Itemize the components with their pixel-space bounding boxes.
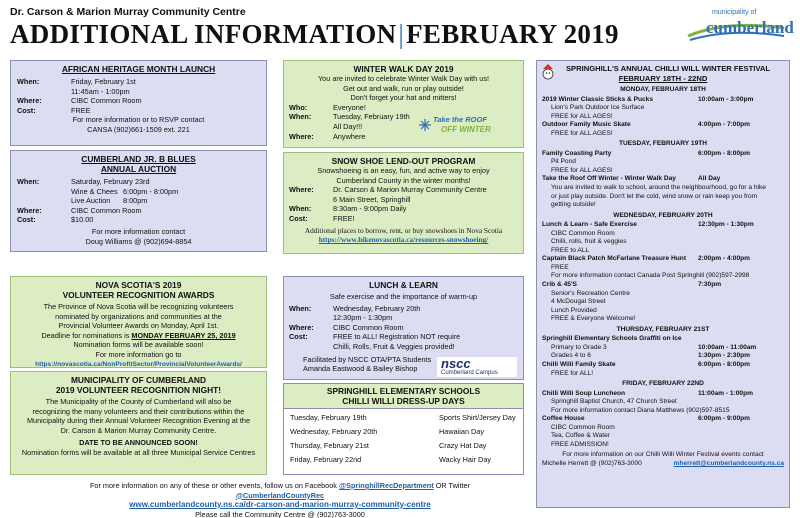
blues-title-1: CUMBERLAND JR. B BLUES — [81, 154, 196, 164]
municipality-title-2: 2019 VOLUNTEER RECOGNITION NIGHT! — [55, 385, 222, 395]
dress-up-days-box — [283, 383, 524, 475]
lunch-learn-box: LUNCH & LEARN Safe exercise and the importance of warm-up When: Wednesday, February 20th 12:30pm - 1:30pm Where: CIBC Common Room Cost: FREE to ALL! Registration NOT require Chilli, Rolls, Fruit & Veggies provided! Facilitated by NSCC OTA/PTA Students Amanda Eastwood & Bailey Bishop nscc Cumberland Campus — [283, 276, 524, 380]
cumberland-logo — [686, 6, 794, 46]
dress-up-title-2: CHILLI WILLI DRESS-UP DAYS — [342, 396, 465, 406]
volunteer-awards-box: NOVA SCOTIA'S 2019 VOLUNTEER RECOGNITION AWARDS The Province of Nova Scotia will be recognizing volunteers nominated by organizations and communities at the Provincial Volunteer Awards on Monday, April 1st. Deadline for nominations is MONDAY FEBRUARY 25, 2019 Nomination forms will be available soon! For more information go to https://novascotia.ca/NonProfitSector/ProvincialVolunteerAwards/ — [10, 276, 267, 368]
blues-auction-box: CUMBERLAND JR. B BLUES ANNUAL AUCTION When: Saturday, February 23rd Wine & Chees 6:00pm - 8:00pm Live Auction 8:00pm Where: CIBC Common Room Cost: $10.00 For more information contact Doug Williams @ (902)694-8854 — [10, 150, 267, 252]
nscc-logo: nscc Cumberland Campus — [437, 357, 517, 377]
snowshoe-title: SNOW SHOE LEND-OUT PROGRAM — [331, 156, 476, 166]
festival-dates: FEBRUARY 18TH - 22ND — [618, 74, 708, 83]
municipality-recognition-box: MUNICIPALITY OF CUMBERLAND 2019 VOLUNTEER RECOGNITION NIGHT! The Municipality of the County of Cumberland will also be recognizing the many volunteers and their contributions within the Municipality during their Annual Volunteer Recognition Evening at the Dr. Carson & Marion Murray Community Centre. DATE TO BE ANNOUNCED SOON! Nomination forms will be available at all three Municipal Service Centres — [10, 371, 267, 475]
volunteer-deadline: MONDAY FEBRUARY 25, 2019 — [131, 330, 236, 340]
facebook-link[interactable]: @SpringhillRecDepartment — [338, 481, 434, 490]
page-footer: For more information on any of these or other events, follow us on Facebook @SpringhillRecDepartment OR Twitter @CumberlandCountyRec www.cumberlandcounty.ns.ca/dr-carson-and-marion-murray-community-centre Please call the Community Centre @ (902)763-3000 — [60, 481, 500, 518]
winter-walk-title: WINTER WALK DAY 2019 — [353, 64, 454, 74]
volunteer-awards-link[interactable]: https://novascotia.ca/NonProfitSector/ProvincialVolunteerAwards/ — [35, 360, 242, 368]
snowshoe-box: SNOW SHOE LEND-OUT PROGRAM Snowshoeing is an easy, fun, and active way to enjoy Cumberland County in the winter months! Where: Dr. Carson & Marion Murray Community Centre 6 Main Street, Springhill When: 8:30am - 9:00pm Daily Cost: FREE! Additional places to borrow, rent, or buy snowshoes in Nova Scotia https://www.hikenovascotia.ca/resources-snowshoeing/ — [283, 152, 524, 254]
title-left: ADDITIONAL INFORMATION — [10, 19, 397, 49]
table-row: Tuesday, February 19th Sports Shirt/Jersey Day — [290, 413, 516, 422]
festival-day-monday: MONDAY, FEBRUARY 18TH — [620, 86, 706, 93]
festival-day-thursday: THURSDAY, FEBRUARY 21ST — [616, 325, 710, 333]
title-divider: | — [398, 19, 405, 49]
african-heritage-title: AFRICAN HERITAGE MONTH LAUNCH — [61, 64, 216, 74]
title-right: FEBRUARY 2019 — [406, 19, 619, 49]
festival-day-wednesday: WEDNESDAY, FEBRUARY 20TH — [613, 211, 713, 219]
dress-up-title-1: SPRINGHILL ELEMENTARY SCHOOLS — [326, 386, 481, 396]
festival-day-tuesday: TUESDAY, FEBRUARY 19TH — [618, 140, 708, 148]
festival-title: SPRINGHILL'S ANNUAL CHILLI WILL WINTER FESTIVAL — [565, 64, 770, 73]
table-row: Wednesday, February 20th Hawaiian Day — [290, 427, 485, 436]
logo-big-text: cumberland — [706, 18, 794, 37]
table-row: Friday, February 22nd Wacky Hair Day — [290, 455, 492, 464]
table-row: Thursday, February 21st Crazy Hat Day — [290, 441, 487, 450]
blues-title-2: ANNUAL AUCTION — [100, 164, 177, 174]
twitter-link[interactable]: @CumberlandCountyRec — [235, 490, 325, 500]
snowshoe-link[interactable]: https://www.hikenovascotia.ca/resources-snowshoeing/ — [318, 235, 489, 245]
page-title — [10, 19, 619, 50]
roof-off-winter-logo: Take the ROOF OFF WINTER — [419, 113, 501, 139]
african-heritage-box: AFRICAN HERITAGE MONTH LAUNCH When: Friday, February 1st 11:45am - 1:00pm Where: CIBC Common Room Cost: FREE For more information or to RSVP contact CANSA (902)661-1509 ext. 221 — [10, 60, 267, 146]
festival-day-friday: FRIDAY, FEBRUARY 22ND — [622, 380, 704, 388]
chilli-willi-mascot-icon — [541, 64, 555, 80]
volunteer-title-2: VOLUNTEER RECOGNITION AWARDS — [62, 290, 215, 300]
lunch-learn-title: LUNCH & LEARN — [369, 280, 438, 290]
website-link[interactable]: www.cumberlandcounty.ns.ca/dr-carson-and-marion-murray-community-centre — [129, 500, 431, 509]
snowflake-icon — [419, 119, 431, 131]
dress-up-table — [284, 409, 523, 469]
festival-contact-email[interactable]: mherrett@cumberlandcounty.ns.ca — [673, 459, 784, 467]
volunteer-title-1: NOVA SCOTIA'S 2019 — [95, 280, 182, 290]
municipality-title-1: MUNICIPALITY OF CUMBERLAND — [70, 375, 207, 385]
winter-walk-box: WINTER WALK DAY 2019 You are invited to celebrate Winter Walk Day with us! Get out and walk, run or play outside! Don't forget your hat and mitters! Who: Everyone! When: Tuesday, February 19th All Day!!! Where: Anywhere Take the ROOF OFF WINTER — [283, 60, 524, 148]
chilli-willi-festival-box: SPRINGHILL'S ANNUAL CHILLI WILL WINTER FESTIVAL FEBRUARY 18TH - 22ND MONDAY, FEBRUARY 18TH 2019 Winter Classic Sticks & Pucks 10:00am - 3:00pm Lion's Park Outdoor Ice Surface FREE for ALL AGES! Outdoor Family Music Skate 4:00pm - 7:00pm FREE for ALL AGES! TUESDAY, FEBRUARY 19TH Family Coasting Party 6:00pm - 8:00pm Pit Pond FREE for ALL AGES! Take the Roof Off Winter - Winter Walk Day All Day You are invited to walk to school, around the neighbourhood, go for a hike or just play outside. Don't let the cold, wind snow or rain keep you from getting outside! WEDNESDAY, FEBRUARY 20TH Lunch & Learn - Safe Exercise 12:30pm - 1:30pm CIBC Common Room Chilli, rolls, fruit & veggies FREE to ALL Captain Black Patch McFarlane Treasure Hunt 2:00pm - 4:00pm FREE For more information contact Canada Post Springhill (902)597-2998 Crib & 45'S 7:30pm Senior's Recreation Centre 4 McDougal Street Lunch Provided FREE & Everyone Welcome! THURSDAY, FEBRUARY 21ST Springhill Elementary Schools Graffiti on Ice Primary to Grade 3 10:00am - 11:00am Grades 4 to 6 1:30pm - 2:30pm Chilli Willi Family Skate 6:00pm - 8:00pm FREE for ALL! FRIDAY, FEBRUARY 22ND Chilli Willi Soup Luncheon 11:00am - 1:00pm Springhill Baptist Church, 47 Church Street For more information contact Diana Matthews (902)597-8515 Coffee House 6:00pm - 9:00pm CIBC Common Room Tea, Coffee & Water FREE ADMISSION! For more information on our Chilli Willi Winter Festival events contact Michelle Herrett @ (902)763-3000 mherrett@cumberlandcounty.ns.ca — [536, 60, 790, 508]
organization-name: Dr. Carson & Marion Murray Community Centre — [10, 6, 246, 18]
logo-small-text: municipality of — [712, 9, 757, 16]
